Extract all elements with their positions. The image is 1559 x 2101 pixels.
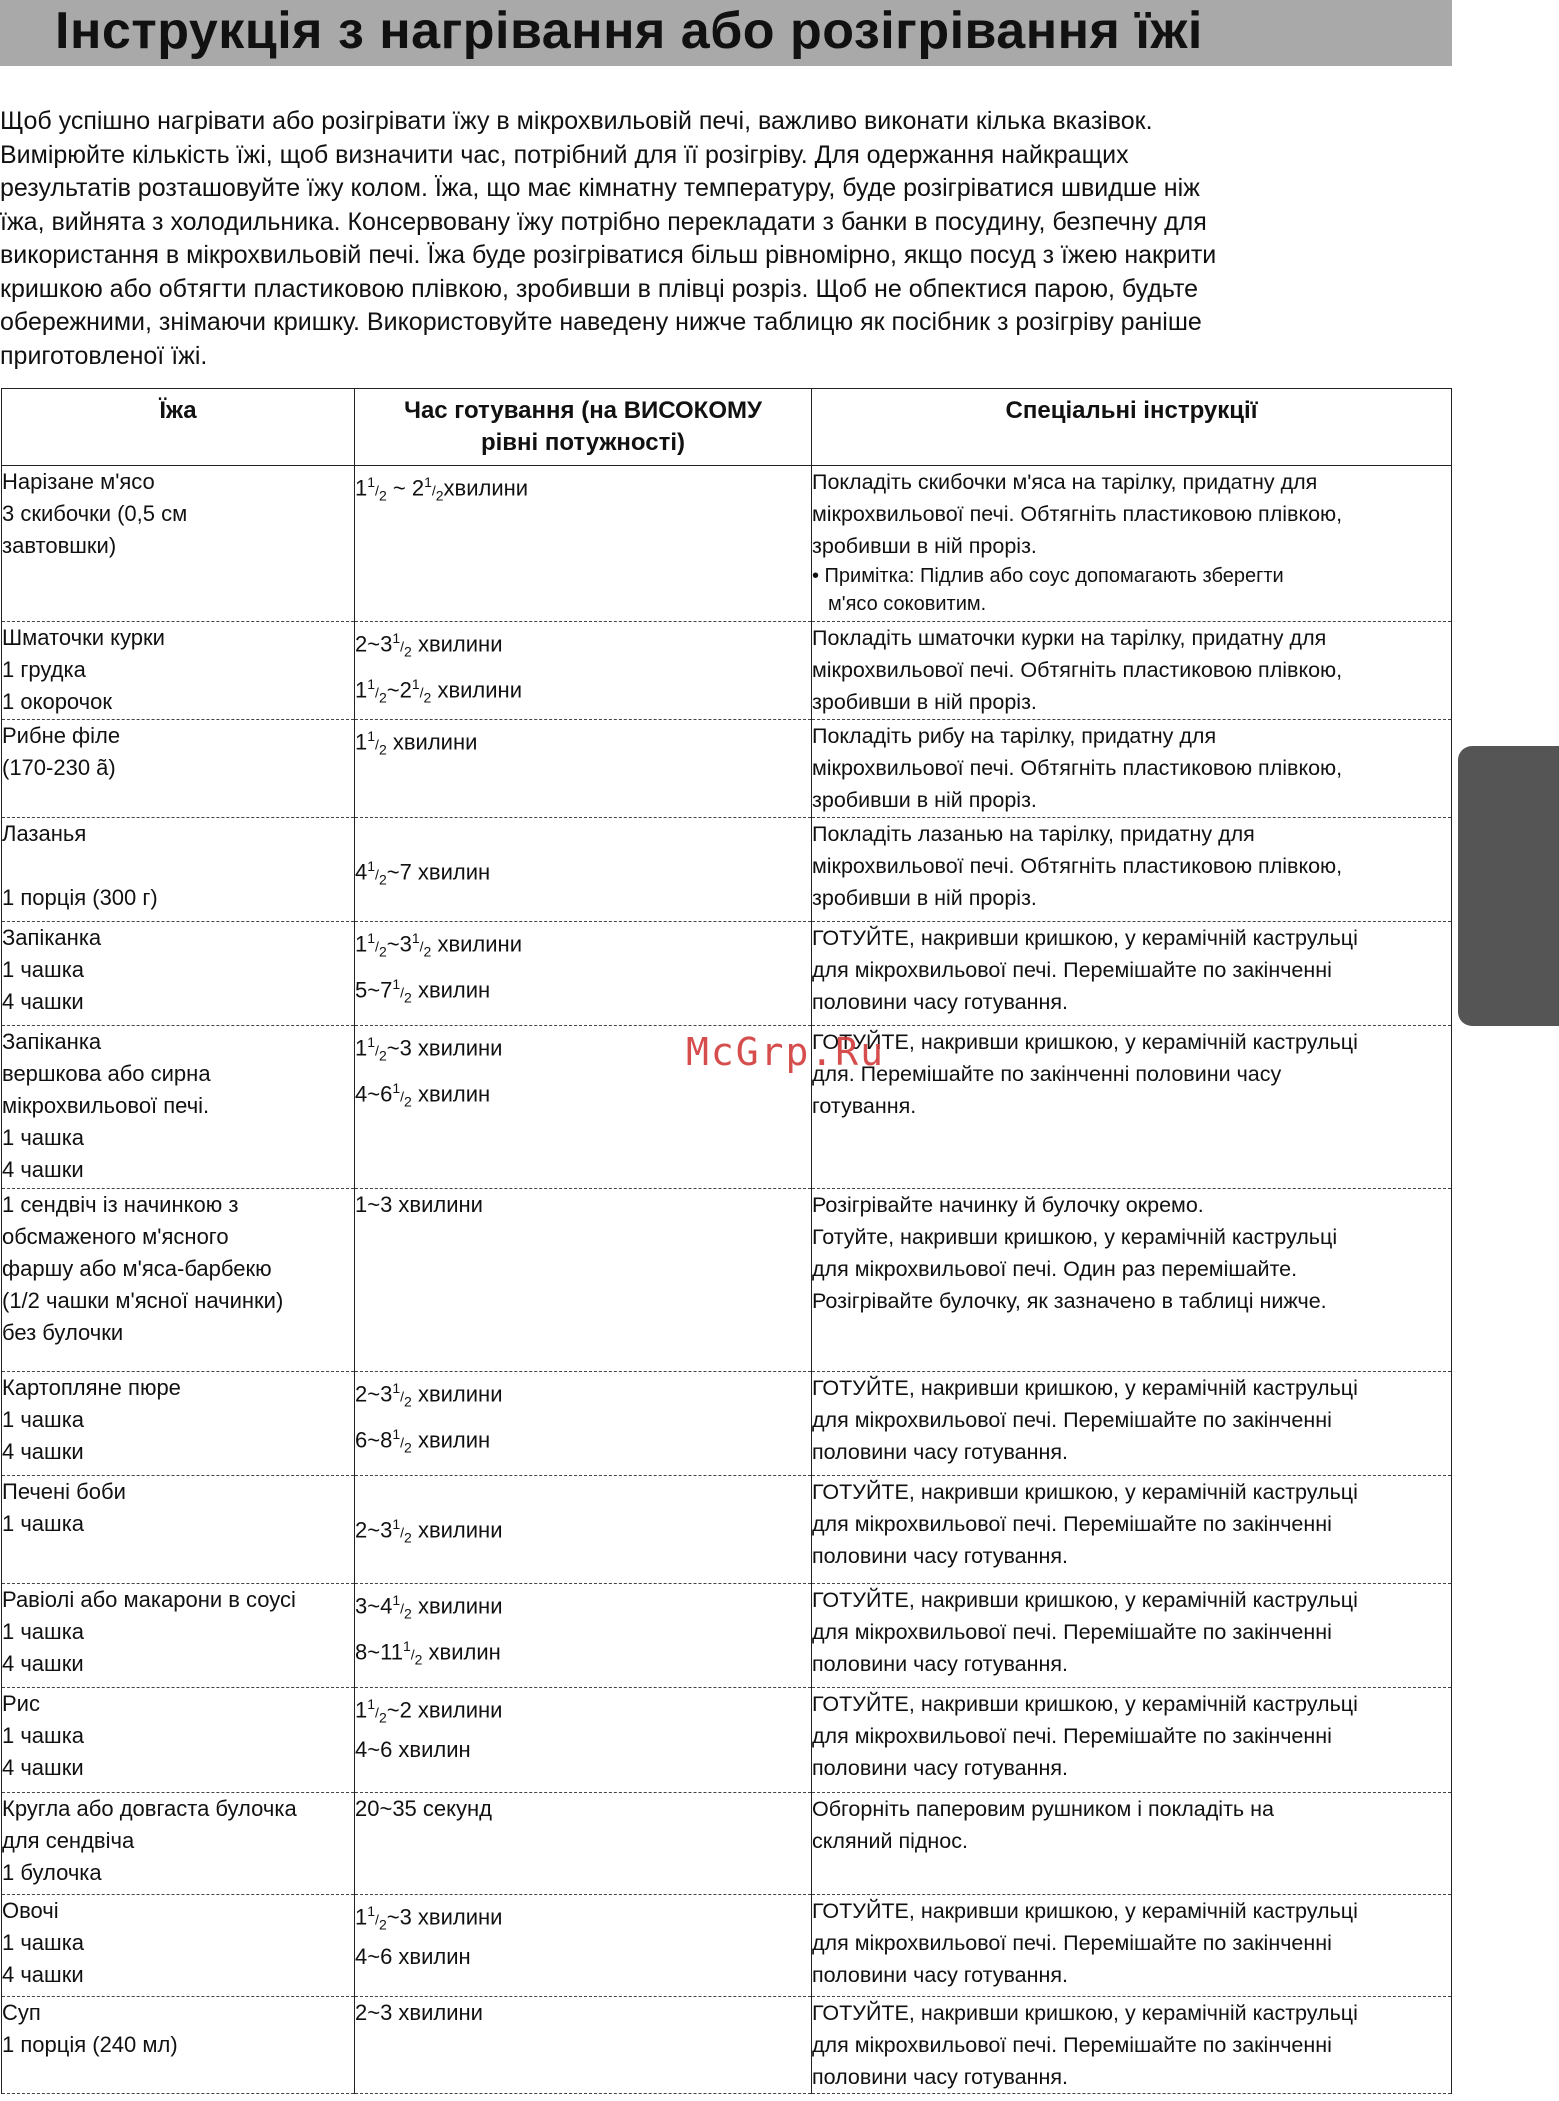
header-food-label: Їжа bbox=[159, 397, 197, 424]
table-row bbox=[2, 1688, 1452, 1793]
instruction-line: Обгорніть паперовим рушником і покладіть на bbox=[812, 1797, 1274, 1821]
instruction-line: ГОТУЙТЕ, накривши кришкою, у керамічній каструльці bbox=[812, 2001, 1358, 2025]
table-row bbox=[2, 720, 1452, 818]
time-line: $1^1/_2$ ~ $2^1/_2хвилини$ bbox=[355, 474, 529, 504]
food-line: 1 грудка bbox=[2, 657, 86, 682]
instruction-line: для мікрохвильової печі. Перемішайте по закінченні bbox=[812, 1931, 1332, 1955]
time-line bbox=[355, 818, 811, 850]
food-line: 1 чашка bbox=[2, 1619, 85, 1644]
table-row bbox=[2, 818, 1452, 922]
food-line: 4 чашки bbox=[2, 1157, 84, 1182]
note-line: • Примітка: Підлив або соус допомагають зберегти bbox=[812, 565, 1284, 587]
header-instructions bbox=[812, 389, 1452, 466]
instruction-line: зробивши в ній проріз. bbox=[812, 690, 1037, 714]
instructions-cell bbox=[812, 1895, 1452, 1997]
instructions-cell bbox=[812, 1793, 1452, 1895]
food-line: 1 порція (300 г) bbox=[2, 885, 158, 910]
food-cell bbox=[2, 622, 355, 720]
food-cell bbox=[2, 1026, 355, 1189]
food-line: 1 чашка bbox=[2, 1723, 85, 1748]
time-cell bbox=[355, 1997, 812, 2094]
time-cell bbox=[355, 1372, 812, 1476]
food-line: Картопляне пюре bbox=[2, 1375, 181, 1400]
food-cell bbox=[2, 1688, 355, 1793]
header-food bbox=[2, 389, 355, 466]
instruction-line: ГОТУЙТЕ, накривши кришкою, у керамічній каструльці bbox=[812, 1480, 1358, 1504]
intro-line: використання в мікрохвильовій печі. Їжа буде розігріватися більш рівномірно, якщо посуд з їжею накрити bbox=[0, 241, 1217, 269]
instruction-line: зробивши в ній проріз. bbox=[812, 534, 1037, 558]
time-cell bbox=[355, 1895, 812, 1997]
food-line bbox=[2, 850, 354, 882]
time-line: $6\sim 8^1/_2$ хвилин bbox=[355, 1425, 491, 1456]
instruction-line: для мікрохвильової печі. Перемішайте по закінченні bbox=[812, 1512, 1332, 1536]
time-line: $1^1/_2\sim 3$ хвилини bbox=[355, 1034, 503, 1064]
instructions-cell bbox=[812, 1688, 1452, 1793]
food-line: Запіканка bbox=[2, 925, 102, 950]
header-time bbox=[355, 389, 812, 466]
food-cell bbox=[2, 922, 355, 1026]
time-line: $5\sim 7^1/_2$ хвилин bbox=[355, 975, 491, 1006]
instructions-cell bbox=[812, 466, 1452, 622]
time-line: 4~6 хвилин bbox=[355, 1736, 471, 1762]
food-line: Овочі bbox=[2, 1898, 59, 1923]
food-line: 1 булочка bbox=[2, 1860, 102, 1885]
intro-line: Вимірюйте кількість їжі, щоб визначити час, потрібний для її розігріву. Для одержання найкращих bbox=[0, 140, 1129, 169]
intro-line: їжа, вийнята з холодильника. Консервовану їжу потрібно перекладати з банки в посудину, безпечну для bbox=[0, 207, 1207, 236]
instruction-line: для. Перемішайте по закінченні половини часу bbox=[812, 1062, 1282, 1086]
food-line: 4 чашки bbox=[2, 1439, 84, 1464]
time-line: $2\sim 3^1/_2$ хвилини bbox=[355, 1380, 503, 1410]
instruction-line: для мікрохвильової печі. Один раз перемішайте. bbox=[812, 1257, 1298, 1281]
table-row bbox=[2, 1895, 1452, 1997]
time-line: 1~3 хвилини bbox=[355, 1192, 483, 1217]
table-row bbox=[2, 622, 1452, 720]
instruction-line: мікрохвильової печі. Обтягніть пластиковою плівкою, bbox=[812, 756, 1343, 780]
food-line: обсмаженого м'ясного bbox=[2, 1224, 229, 1249]
time-line: $2\sim 3^1/_2$ хвилини bbox=[355, 1516, 503, 1546]
food-line: 1 чашка bbox=[2, 957, 85, 982]
food-line: 1 порція (240 мл) bbox=[2, 2032, 178, 2057]
time-line: $4\sim 6^1/_2$ хвилин bbox=[355, 1079, 491, 1110]
side-tab bbox=[1458, 746, 1559, 1026]
instruction-line: половини часу готування. bbox=[812, 1440, 1068, 1464]
food-line: Кругла або довгаста булочка bbox=[2, 1796, 297, 1821]
instructions-cell bbox=[812, 1026, 1452, 1189]
note-block bbox=[812, 562, 1451, 618]
instructions-cell bbox=[812, 1997, 1452, 2094]
intro-line: обережними, знімаючи кришку. Використовуйте наведену нижче таблицю як посібник з розігріву раніше bbox=[0, 308, 1202, 336]
time-cell bbox=[355, 818, 812, 922]
instruction-line: Покладіть скибочки м'яса на тарілку, придатну для bbox=[812, 470, 1318, 494]
food-line: 1 чашка bbox=[2, 1511, 85, 1536]
instruction-line: мікрохвильової печі. Обтягніть пластиковою плівкою, bbox=[812, 854, 1343, 878]
instruction-line: половини часу готування. bbox=[812, 2065, 1068, 2089]
food-line: 4 чашки bbox=[2, 989, 84, 1014]
instruction-line: ГОТУЙТЕ, накривши кришкою, у керамічній каструльці bbox=[812, 926, 1358, 950]
header-time-line: рівні потужності) bbox=[480, 429, 686, 456]
food-cell bbox=[2, 466, 355, 622]
food-cell bbox=[2, 1189, 355, 1372]
instruction-line: ГОТУЙТЕ, накривши кришкою, у керамічній каструльці bbox=[812, 1376, 1358, 1400]
intro-line: кришкою або обтягти пластиковою плівкою, зробивши в плівці розріз. Щоб не обпектися парою, будьте bbox=[0, 274, 1199, 303]
instructions-cell bbox=[812, 1584, 1452, 1688]
food-line: 4 чашки bbox=[2, 1755, 84, 1780]
food-line: для сендвіча bbox=[2, 1828, 135, 1853]
table-row bbox=[2, 1793, 1452, 1895]
table-row bbox=[2, 1997, 1452, 2094]
time-line: $1^1/_2\sim 3$ хвилини bbox=[355, 1903, 503, 1933]
table-row bbox=[2, 466, 1452, 622]
instruction-line: половини часу готування. bbox=[812, 1963, 1068, 1987]
time-line: $2\sim 3^1/_2$ хвилини bbox=[355, 630, 503, 660]
instruction-line: Розігрівайте булочку, як зазначено в таблиці нижче. bbox=[812, 1289, 1327, 1313]
time-line bbox=[355, 1476, 811, 1508]
time-line: $1^1/_2\sim 2$ хвилини bbox=[355, 1696, 503, 1726]
food-line: (1/2 чашки м'ясної начинки) bbox=[2, 1288, 284, 1313]
food-line: 3 скибочки (0,5 см bbox=[2, 501, 188, 526]
time-cell bbox=[355, 922, 812, 1026]
time-line: $3\sim 4^1/_2$ хвилини bbox=[355, 1592, 503, 1622]
food-line: 1 чашка bbox=[2, 1930, 85, 1955]
time-line: $8\sim 11^1/_2$ хвилин bbox=[355, 1637, 501, 1668]
instruction-line: мікрохвильової печі. Обтягніть пластиковою плівкою, bbox=[812, 658, 1343, 682]
instruction-line: для мікрохвильової печі. Перемішайте по закінченні bbox=[812, 2033, 1332, 2057]
food-line: Лазанья bbox=[2, 821, 87, 846]
intro-line: приготовленої їжі. bbox=[0, 341, 208, 370]
time-cell bbox=[355, 466, 812, 622]
instructions-cell bbox=[812, 922, 1452, 1026]
instruction-line: готування. bbox=[812, 1094, 917, 1118]
food-line: Печені боби bbox=[2, 1479, 126, 1504]
instructions-cell bbox=[812, 1476, 1452, 1584]
instruction-line: Покладіть лазанью на тарілку, придатну для bbox=[812, 822, 1255, 846]
header-instructions-label: Спеціальні інструкції bbox=[1005, 397, 1258, 424]
table-row bbox=[2, 1189, 1452, 1372]
food-cell bbox=[2, 1793, 355, 1895]
food-line: 1 чашка bbox=[2, 1407, 85, 1432]
food-cell bbox=[2, 1997, 355, 2094]
instructions-cell bbox=[812, 720, 1452, 818]
food-cell bbox=[2, 1895, 355, 1997]
food-line: Запіканка bbox=[2, 1029, 102, 1054]
instruction-line: половини часу готування. bbox=[812, 990, 1068, 1014]
food-line: 1 окорочок bbox=[2, 689, 112, 714]
watermark: McGrp.Ru bbox=[686, 1030, 886, 1074]
instruction-line: половини часу готування. bbox=[812, 1756, 1068, 1780]
instructions-cell bbox=[812, 1372, 1452, 1476]
note-line: м'ясо соковитим. bbox=[828, 593, 987, 615]
food-cell bbox=[2, 1372, 355, 1476]
intro-line: Щоб успішно нагрівати або розігрівати їжу в мікрохвильовій печі, важливо виконати кілька вказівок. bbox=[0, 107, 1153, 135]
instruction-line: Покладіть шматочки курки на тарілку, придатну для bbox=[812, 626, 1327, 650]
food-cell bbox=[2, 1584, 355, 1688]
page-title: Інструкція з нагрівання або розігрівання їжі bbox=[55, 2, 1203, 60]
food-line: завтовшки) bbox=[2, 533, 117, 558]
instruction-line: для мікрохвильової печі. Перемішайте по закінченні bbox=[812, 1408, 1332, 1432]
time-line: $1^1/_2\sim 3^1/_2$ хвилини bbox=[355, 930, 522, 960]
time-cell bbox=[355, 622, 812, 720]
food-line: Шматочки курки bbox=[2, 625, 165, 650]
time-cell bbox=[355, 1189, 812, 1372]
instructions-cell bbox=[812, 622, 1452, 720]
instruction-line: ГОТУЙТЕ, накривши кришкою, у керамічній каструльці bbox=[812, 1030, 1358, 1054]
time-cell bbox=[355, 1584, 812, 1688]
time-line: 2~3 хвилини bbox=[355, 2000, 483, 2025]
time-cell bbox=[355, 720, 812, 818]
food-line: Рис bbox=[2, 1691, 40, 1716]
instruction-line: скляний піднос. bbox=[812, 1829, 968, 1853]
table-row bbox=[2, 1584, 1452, 1688]
time-cell bbox=[355, 1793, 812, 1895]
food-cell bbox=[2, 1476, 355, 1584]
food-line: вершкова або сирна bbox=[2, 1061, 211, 1086]
instruction-line: ГОТУЙТЕ, накривши кришкою, у керамічній каструльці bbox=[812, 1692, 1358, 1716]
time-line: 4~6 хвилин bbox=[355, 1943, 471, 1969]
food-line: Равіолі або макарони в соусі bbox=[2, 1587, 296, 1612]
instruction-line: для мікрохвильової печі. Перемішайте по закінченні bbox=[812, 958, 1332, 982]
table-body bbox=[2, 466, 1452, 2094]
time-line: $4^1/_2\sim 7$ хвилин bbox=[355, 858, 491, 888]
food-line: 4 чашки bbox=[2, 1651, 84, 1676]
instruction-line: зробивши в ній проріз. bbox=[812, 886, 1037, 910]
food-line: фаршу або м'яса-барбекю bbox=[2, 1256, 272, 1281]
table-row bbox=[2, 922, 1452, 1026]
food-line: Нарізане м'ясо bbox=[2, 469, 155, 494]
food-line: без булочки bbox=[2, 1320, 124, 1345]
time-line: $1^1/_2$ хвилини bbox=[355, 728, 478, 758]
time-line: $1^1/_2\sim 2^1/_2$ хвилини bbox=[355, 675, 522, 706]
instruction-line: для мікрохвильової печі. Перемішайте по закінченні bbox=[812, 1724, 1332, 1748]
instruction-line: ГОТУЙТЕ, накривши кришкою, у керамічній каструльці bbox=[812, 1588, 1358, 1612]
instruction-line: половини часу готування. bbox=[812, 1544, 1068, 1568]
instruction-line: ГОТУЙТЕ, накривши кришкою, у керамічній каструльці bbox=[812, 1899, 1358, 1923]
instruction-line: Покладіть рибу на тарілку, придатну для bbox=[812, 724, 1217, 748]
food-cell bbox=[2, 818, 355, 922]
intro-line: результатів розташовуйте їжу колом. Їжа, що має кімнатну температуру, буде розігріватися швидше ніж bbox=[0, 174, 1200, 202]
header-time-line: Час готування (на ВИСОКОМУ bbox=[404, 397, 762, 424]
time-cell bbox=[355, 1476, 812, 1584]
instruction-line: Розігрівайте начинку й булочку окремо. bbox=[812, 1193, 1204, 1217]
food-line: (170-230 ã) bbox=[2, 755, 116, 780]
time-line: 20~35 секунд bbox=[355, 1796, 492, 1821]
food-line: Суп bbox=[2, 2000, 41, 2025]
instructions-cell bbox=[812, 818, 1452, 922]
food-cell bbox=[2, 720, 355, 818]
instruction-line: Готуйте, накривши кришкою, у керамічній каструльці bbox=[812, 1225, 1338, 1249]
food-line: 1 чашка bbox=[2, 1125, 85, 1150]
instructions-cell bbox=[812, 1189, 1452, 1372]
food-line: 4 чашки bbox=[2, 1962, 84, 1987]
instruction-line: мікрохвильової печі. Обтягніть пластиковою плівкою, bbox=[812, 502, 1343, 526]
food-line: мікрохвильової печі. bbox=[2, 1093, 210, 1118]
time-cell bbox=[355, 1688, 812, 1793]
table-row bbox=[2, 1372, 1452, 1476]
instruction-line: для мікрохвильової печі. Перемішайте по закінченні bbox=[812, 1620, 1332, 1644]
table-row bbox=[2, 1476, 1452, 1584]
intro-paragraph bbox=[0, 105, 1452, 373]
food-line: 1 сендвіч із начинкою з bbox=[2, 1192, 239, 1217]
reheating-table bbox=[1, 388, 1452, 2094]
instruction-line: половини часу готування. bbox=[812, 1652, 1068, 1676]
instruction-line: зробивши в ній проріз. bbox=[812, 788, 1037, 812]
food-line: Рибне філе bbox=[2, 723, 121, 748]
table-header-row bbox=[2, 389, 1452, 466]
